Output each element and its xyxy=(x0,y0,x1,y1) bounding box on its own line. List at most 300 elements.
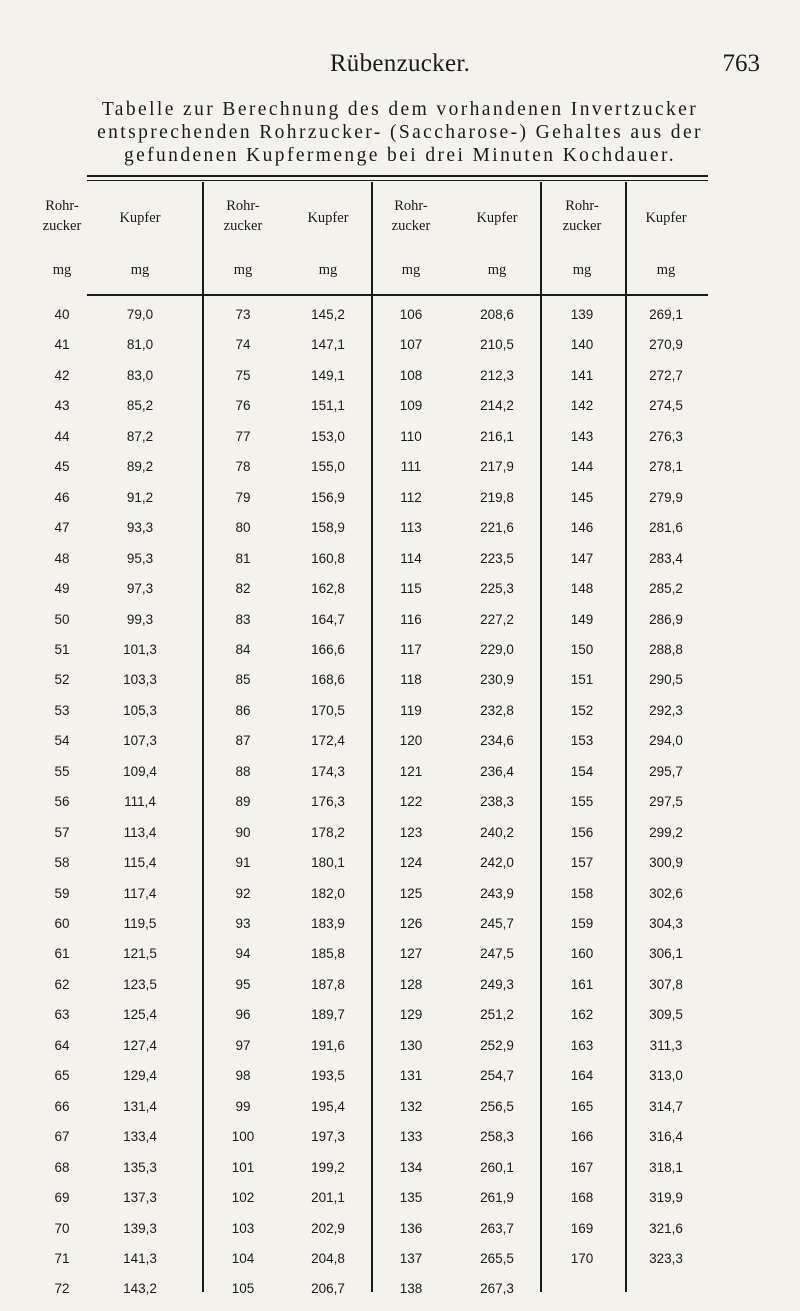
cell-rohrzucker: 87 xyxy=(235,733,251,749)
cell-rohrzucker: 106 xyxy=(399,307,423,322)
cell-kupfer: 202,9 xyxy=(311,1220,345,1236)
cell-kupfer: 236,4 xyxy=(480,763,514,779)
cell-rohrzucker: 61 xyxy=(54,946,70,962)
cell-rohrzucker: 57 xyxy=(54,824,70,840)
table-top-rule-thin xyxy=(87,180,708,181)
cell-rohrzucker: 122 xyxy=(399,794,423,810)
cell-rohrzucker: 102 xyxy=(231,1190,255,1206)
cell-kupfer: 306,1 xyxy=(649,946,683,962)
cell-kupfer: 101,3 xyxy=(123,641,157,657)
header-unit: mg xyxy=(572,262,592,278)
cell-kupfer: 123,5 xyxy=(123,976,157,992)
cell-rohrzucker: 133 xyxy=(399,1129,423,1145)
cell-rohrzucker: 119 xyxy=(400,702,422,718)
header-label: Kupfer xyxy=(645,210,687,226)
cell-rohrzucker: 146 xyxy=(570,520,594,536)
cell-rohrzucker: 82 xyxy=(235,581,251,597)
cell-kupfer: 125,4 xyxy=(123,1007,157,1023)
cell-kupfer: 297,5 xyxy=(649,794,683,810)
cell-rohrzucker: 170 xyxy=(570,1250,594,1266)
cell-rohrzucker: 154 xyxy=(570,763,594,779)
cell-kupfer: 178,2 xyxy=(311,824,345,840)
cell-rohrzucker: 103 xyxy=(231,1220,255,1236)
cell-kupfer: 229,0 xyxy=(480,641,514,657)
cell-rohrzucker: 94 xyxy=(235,946,251,962)
cell-rohrzucker: 165 xyxy=(570,1098,594,1114)
cell-rohrzucker: 49 xyxy=(54,581,70,597)
cell-rohrzucker: 71 xyxy=(54,1250,70,1266)
cell-rohrzucker: 89 xyxy=(235,794,251,810)
cell-kupfer: 111,4 xyxy=(124,794,156,810)
cell-kupfer: 95,3 xyxy=(126,550,154,566)
cell-rohrzucker: 158 xyxy=(570,885,594,901)
cell-rohrzucker: 169 xyxy=(570,1220,594,1236)
cell-rohrzucker: 162 xyxy=(570,1007,594,1023)
cell-rohrzucker: 84 xyxy=(235,641,251,657)
caption-line: Tabelle zur Berechnung des dem vorhandenen Invertzucker xyxy=(101,99,699,120)
cell-rohrzucker: 168 xyxy=(570,1190,594,1206)
header-label: Rohr- xyxy=(394,198,428,214)
cell-kupfer: 321,6 xyxy=(649,1220,683,1236)
cell-kupfer: 131,4 xyxy=(123,1098,157,1114)
cell-kupfer: 265,5 xyxy=(480,1250,514,1266)
cell-kupfer: 141,3 xyxy=(123,1250,157,1266)
cell-kupfer: 286,9 xyxy=(649,611,683,627)
cell-kupfer: 168,6 xyxy=(311,672,345,688)
cell-rohrzucker: 109 xyxy=(399,398,423,414)
cell-kupfer: 164,7 xyxy=(311,611,345,627)
page-header xyxy=(40,50,760,84)
cell-rohrzucker: 105 xyxy=(231,1281,255,1297)
cell-kupfer: 91,2 xyxy=(126,489,154,505)
cell-kupfer: 283,4 xyxy=(649,550,683,566)
cell-rohrzucker: 85 xyxy=(235,672,251,688)
cell-rohrzucker: 145 xyxy=(570,489,594,505)
cell-rohrzucker: 137 xyxy=(399,1250,423,1266)
cell-rohrzucker: 53 xyxy=(54,702,70,718)
cell-rohrzucker: 101 xyxy=(231,1159,255,1175)
header-unit: mg xyxy=(52,262,72,278)
header-unit: mg xyxy=(318,262,338,278)
cell-kupfer: 316,4 xyxy=(649,1129,683,1145)
cell-kupfer: 135,3 xyxy=(123,1159,157,1175)
cell-rohrzucker: 163 xyxy=(570,1037,594,1053)
header-unit: mg xyxy=(487,262,507,278)
cell-rohrzucker: 114 xyxy=(400,550,422,566)
cell-rohrzucker: 116 xyxy=(400,611,422,627)
cell-rohrzucker: 128 xyxy=(399,976,423,992)
cell-rohrzucker: 95 xyxy=(235,976,251,992)
cell-rohrzucker: 77 xyxy=(235,428,251,444)
cell-rohrzucker: 107 xyxy=(399,337,423,353)
cell-kupfer: 109,4 xyxy=(123,763,157,779)
cell-kupfer: 256,5 xyxy=(480,1098,514,1114)
cell-rohrzucker: 140 xyxy=(570,337,594,353)
cell-rohrzucker: 51 xyxy=(54,641,70,657)
cell-rohrzucker: 64 xyxy=(54,1037,70,1053)
cell-kupfer: 247,5 xyxy=(480,946,514,962)
cell-kupfer: 223,5 xyxy=(480,550,514,566)
header-label: Kupfer xyxy=(476,210,518,226)
cell-rohrzucker: 65 xyxy=(54,1068,70,1084)
cell-rohrzucker: 50 xyxy=(54,611,70,627)
cell-rohrzucker: 115 xyxy=(400,581,422,597)
cell-kupfer: 323,3 xyxy=(649,1250,683,1266)
cell-kupfer: 279,9 xyxy=(649,489,683,505)
cell-rohrzucker: 112 xyxy=(400,489,422,505)
cell-rohrzucker: 68 xyxy=(54,1159,70,1175)
cell-kupfer: 204,8 xyxy=(311,1250,345,1266)
cell-rohrzucker: 86 xyxy=(235,702,251,718)
cell-kupfer: 311,3 xyxy=(649,1037,683,1053)
cell-rohrzucker: 59 xyxy=(54,885,70,901)
cell-kupfer: 107,3 xyxy=(123,733,157,749)
cell-kupfer: 304,3 xyxy=(649,916,683,931)
cell-rohrzucker: 161 xyxy=(570,976,594,992)
header-label: Kupfer xyxy=(307,210,349,226)
cell-rohrzucker: 78 xyxy=(235,459,251,475)
cell-kupfer: 313,0 xyxy=(649,1068,683,1084)
cell-rohrzucker: 70 xyxy=(54,1220,70,1236)
header-unit: mg xyxy=(130,262,150,278)
cell-rohrzucker: 62 xyxy=(54,976,70,992)
cell-rohrzucker: 134 xyxy=(399,1159,423,1175)
cell-kupfer: 219,8 xyxy=(480,489,514,505)
cell-kupfer: 302,6 xyxy=(649,885,683,901)
header-unit: mg xyxy=(656,262,676,278)
cell-kupfer: 119,5 xyxy=(123,916,157,931)
header-kupfer xyxy=(452,196,542,286)
cell-kupfer: 79,0 xyxy=(126,307,154,322)
table-header-rule xyxy=(87,294,708,296)
cell-kupfer: 160,8 xyxy=(311,550,345,566)
cell-kupfer: 97,3 xyxy=(126,581,154,597)
cell-kupfer: 174,3 xyxy=(311,763,345,779)
cell-kupfer: 274,5 xyxy=(649,398,683,414)
header-label: Rohr- xyxy=(565,198,599,214)
header-rohrzucker xyxy=(198,196,288,286)
cell-kupfer: 285,2 xyxy=(649,581,683,597)
cell-kupfer: 318,1 xyxy=(649,1159,683,1175)
cell-kupfer: 232,8 xyxy=(480,702,514,718)
cell-kupfer: 105,3 xyxy=(123,702,157,718)
header-unit: mg xyxy=(233,262,253,278)
cell-kupfer: 182,0 xyxy=(311,885,345,901)
cell-rohrzucker: 47 xyxy=(54,520,70,536)
cell-kupfer: 180,1 xyxy=(311,855,345,871)
cell-rohrzucker: 96 xyxy=(235,1007,251,1023)
header-kupfer xyxy=(95,196,185,286)
table-top-rule xyxy=(87,175,708,177)
cell-kupfer: 249,3 xyxy=(480,976,514,992)
cell-rohrzucker: 166 xyxy=(570,1129,594,1145)
cell-kupfer: 151,1 xyxy=(311,398,345,414)
cell-kupfer: 99,3 xyxy=(126,611,154,627)
header-label: Rohr- xyxy=(226,198,260,214)
cell-kupfer: 172,4 xyxy=(311,733,345,749)
cell-kupfer: 242,0 xyxy=(480,855,514,871)
cell-kupfer: 217,9 xyxy=(480,459,514,475)
cell-rohrzucker: 41 xyxy=(54,337,70,353)
cell-kupfer: 281,6 xyxy=(649,520,683,536)
cell-kupfer: 240,2 xyxy=(480,824,514,840)
cell-rohrzucker: 126 xyxy=(399,916,423,931)
cell-rohrzucker: 110 xyxy=(400,428,422,444)
header-label: zucker xyxy=(562,218,602,234)
cell-rohrzucker: 45 xyxy=(54,459,70,475)
cell-kupfer: 147,1 xyxy=(311,337,345,353)
table-caption xyxy=(30,98,770,167)
cell-kupfer: 294,0 xyxy=(649,733,683,749)
cell-rohrzucker: 74 xyxy=(235,337,251,353)
cell-kupfer: 260,1 xyxy=(480,1159,514,1175)
cell-kupfer: 155,0 xyxy=(311,459,345,475)
cell-rohrzucker: 123 xyxy=(399,824,423,840)
cell-rohrzucker: 151 xyxy=(570,672,594,688)
cell-kupfer: 225,3 xyxy=(480,581,514,597)
cell-rohrzucker: 55 xyxy=(54,763,70,779)
cell-rohrzucker: 142 xyxy=(570,398,594,414)
cell-kupfer: 156,9 xyxy=(311,489,345,505)
running-title: Rübenzucker. xyxy=(329,50,471,77)
cell-kupfer: 129,4 xyxy=(123,1068,157,1084)
cell-rohrzucker: 164 xyxy=(570,1068,594,1084)
cell-rohrzucker: 130 xyxy=(399,1037,423,1053)
cell-rohrzucker: 60 xyxy=(54,916,70,931)
cell-kupfer: 93,3 xyxy=(126,520,154,536)
cell-kupfer: 254,7 xyxy=(480,1068,514,1084)
header-label: zucker xyxy=(223,218,263,234)
cell-kupfer: 288,8 xyxy=(649,641,683,657)
cell-rohrzucker: 132 xyxy=(399,1098,423,1114)
header-label: Kupfer xyxy=(119,210,161,226)
cell-kupfer: 201,1 xyxy=(311,1190,345,1206)
cell-rohrzucker: 153 xyxy=(570,733,594,749)
cell-kupfer: 270,9 xyxy=(649,337,683,353)
cell-rohrzucker: 143 xyxy=(570,428,594,444)
page-number: 763 xyxy=(722,50,760,77)
cell-rohrzucker: 104 xyxy=(231,1250,255,1266)
cell-rohrzucker: 147 xyxy=(570,550,594,566)
cell-rohrzucker: 144 xyxy=(570,459,594,475)
cell-rohrzucker: 152 xyxy=(570,702,594,718)
cell-rohrzucker: 135 xyxy=(399,1190,423,1206)
cell-kupfer: 193,5 xyxy=(311,1068,345,1084)
cell-rohrzucker: 156 xyxy=(570,824,594,840)
cell-kupfer: 307,8 xyxy=(649,976,683,992)
cell-rohrzucker: 90 xyxy=(235,824,251,840)
cell-kupfer: 230,9 xyxy=(480,672,514,688)
cell-kupfer: 314,7 xyxy=(649,1098,683,1114)
cell-rohrzucker: 127 xyxy=(399,946,423,962)
caption-line: entsprechenden Rohrzucker- (Saccharose-) Gehaltes aus der xyxy=(97,122,703,143)
cell-rohrzucker: 100 xyxy=(231,1129,255,1145)
cell-rohrzucker: 79 xyxy=(235,489,251,505)
cell-kupfer: 83,0 xyxy=(126,367,154,383)
cell-kupfer: 261,9 xyxy=(480,1190,514,1206)
cell-kupfer: 191,6 xyxy=(311,1037,345,1053)
cell-rohrzucker: 88 xyxy=(235,763,251,779)
cell-kupfer: 263,7 xyxy=(480,1220,514,1236)
cell-rohrzucker: 81 xyxy=(235,550,251,566)
cell-rohrzucker: 138 xyxy=(399,1281,423,1297)
cell-kupfer: 212,3 xyxy=(480,367,514,383)
cell-rohrzucker: 91 xyxy=(235,855,251,871)
cell-rohrzucker: 83 xyxy=(235,611,251,627)
cell-kupfer: 227,2 xyxy=(480,611,514,627)
cell-kupfer: 278,1 xyxy=(649,459,683,475)
cell-kupfer: 187,8 xyxy=(311,976,345,992)
cell-kupfer: 117,4 xyxy=(123,885,157,901)
cell-rohrzucker: 155 xyxy=(570,794,594,810)
cell-kupfer: 269,1 xyxy=(649,307,683,322)
cell-kupfer: 206,7 xyxy=(311,1281,345,1297)
cell-rohrzucker: 97 xyxy=(235,1037,251,1053)
cell-kupfer: 276,3 xyxy=(649,428,683,444)
cell-rohrzucker: 92 xyxy=(235,885,251,901)
cell-kupfer: 258,3 xyxy=(480,1129,514,1145)
cell-kupfer: 127,4 xyxy=(123,1037,157,1053)
cell-rohrzucker: 108 xyxy=(399,367,423,383)
cell-rohrzucker: 56 xyxy=(54,794,70,810)
cell-rohrzucker: 76 xyxy=(235,398,251,414)
cell-kupfer: 81,0 xyxy=(126,337,154,353)
cell-rohrzucker: 111 xyxy=(400,459,422,475)
cell-kupfer: 115,4 xyxy=(123,855,157,871)
cell-rohrzucker: 43 xyxy=(54,398,70,414)
cell-kupfer: 319,9 xyxy=(649,1190,683,1206)
cell-kupfer: 238,3 xyxy=(480,794,514,810)
cell-kupfer: 210,5 xyxy=(480,337,514,353)
cell-kupfer: 145,2 xyxy=(311,307,345,322)
caption-line: gefundenen Kupfermenge bei drei Minuten Kochdauer. xyxy=(123,145,677,166)
header-kupfer xyxy=(621,196,711,286)
cell-kupfer: 234,6 xyxy=(480,733,514,749)
header-rohrzucker xyxy=(537,196,627,286)
cell-kupfer: 290,5 xyxy=(649,672,683,688)
cell-rohrzucker: 149 xyxy=(570,611,594,627)
cell-kupfer: 199,2 xyxy=(311,1159,345,1175)
header-rohrzucker xyxy=(17,196,107,286)
cell-kupfer: 87,2 xyxy=(126,428,154,444)
cell-kupfer: 113,4 xyxy=(123,824,157,840)
cell-kupfer: 197,3 xyxy=(311,1129,345,1145)
cell-rohrzucker: 99 xyxy=(235,1098,251,1114)
cell-kupfer: 189,7 xyxy=(311,1007,345,1023)
cell-rohrzucker: 80 xyxy=(235,520,251,536)
cell-rohrzucker: 73 xyxy=(235,307,251,322)
header-label: Rohr- xyxy=(45,198,79,214)
cell-rohrzucker: 131 xyxy=(399,1068,423,1084)
cell-rohrzucker: 75 xyxy=(235,367,251,383)
cell-rohrzucker: 157 xyxy=(570,855,594,871)
cell-rohrzucker: 150 xyxy=(570,641,594,657)
cell-kupfer: 214,2 xyxy=(480,398,514,414)
cell-kupfer: 170,5 xyxy=(311,702,345,718)
cell-kupfer: 299,2 xyxy=(649,824,683,840)
cell-kupfer: 89,2 xyxy=(126,459,154,475)
header-label: zucker xyxy=(42,218,82,234)
cell-rohrzucker: 69 xyxy=(54,1190,70,1206)
cell-rohrzucker: 159 xyxy=(570,916,594,931)
cell-rohrzucker: 120 xyxy=(399,733,423,749)
cell-rohrzucker: 54 xyxy=(54,733,70,749)
cell-kupfer: 292,3 xyxy=(649,702,683,718)
cell-kupfer: 143,2 xyxy=(123,1281,157,1297)
cell-rohrzucker: 136 xyxy=(399,1220,423,1236)
header-kupfer xyxy=(283,196,373,286)
cell-kupfer: 133,4 xyxy=(123,1129,157,1145)
cell-rohrzucker: 148 xyxy=(570,581,594,597)
cell-kupfer: 185,8 xyxy=(311,946,345,962)
cell-rohrzucker: 63 xyxy=(54,1007,70,1023)
cell-rohrzucker: 48 xyxy=(54,550,70,566)
cell-kupfer: 195,4 xyxy=(311,1098,345,1114)
cell-rohrzucker: 167 xyxy=(570,1159,594,1175)
cell-kupfer: 85,2 xyxy=(126,398,154,414)
cell-kupfer: 309,5 xyxy=(649,1007,683,1023)
cell-rohrzucker: 124 xyxy=(399,855,423,871)
header-label: zucker xyxy=(391,218,431,234)
cell-kupfer: 176,3 xyxy=(311,794,345,810)
cell-kupfer: 121,5 xyxy=(123,946,157,962)
cell-rohrzucker: 125 xyxy=(399,885,423,901)
cell-rohrzucker: 44 xyxy=(54,428,70,444)
cell-kupfer: 252,9 xyxy=(480,1037,514,1053)
cell-kupfer: 272,7 xyxy=(649,367,683,383)
cell-kupfer: 103,3 xyxy=(123,672,157,688)
cell-rohrzucker: 46 xyxy=(54,489,70,505)
cell-rohrzucker: 40 xyxy=(54,307,70,322)
cell-rohrzucker: 129 xyxy=(399,1007,423,1023)
cell-rohrzucker: 160 xyxy=(570,946,594,962)
cell-kupfer: 251,2 xyxy=(480,1007,514,1023)
cell-kupfer: 183,9 xyxy=(311,916,345,931)
header-unit: mg xyxy=(401,262,421,278)
cell-rohrzucker: 118 xyxy=(400,672,422,688)
cell-kupfer: 216,1 xyxy=(480,428,514,444)
cell-kupfer: 149,1 xyxy=(311,367,345,383)
cell-rohrzucker: 121 xyxy=(399,763,423,779)
cell-kupfer: 208,6 xyxy=(480,307,514,322)
cell-kupfer: 267,3 xyxy=(480,1281,514,1297)
cell-rohrzucker: 52 xyxy=(54,672,70,688)
cell-rohrzucker: 66 xyxy=(54,1098,70,1114)
cell-kupfer: 243,9 xyxy=(480,885,514,901)
cell-kupfer: 153,0 xyxy=(311,428,345,444)
cell-kupfer: 221,6 xyxy=(480,520,514,536)
cell-rohrzucker: 93 xyxy=(235,916,251,931)
cell-rohrzucker: 98 xyxy=(235,1068,251,1084)
cell-kupfer: 162,8 xyxy=(311,581,345,597)
cell-kupfer: 245,7 xyxy=(480,916,514,931)
cell-kupfer: 139,3 xyxy=(123,1220,157,1236)
cell-rohrzucker: 139 xyxy=(570,307,594,322)
cell-kupfer: 158,9 xyxy=(311,520,345,536)
cell-rohrzucker: 58 xyxy=(54,855,70,871)
cell-kupfer: 137,3 xyxy=(123,1190,157,1206)
header-rohrzucker xyxy=(366,196,456,286)
cell-kupfer: 295,7 xyxy=(649,763,683,779)
cell-rohrzucker: 117 xyxy=(400,641,422,657)
cell-rohrzucker: 113 xyxy=(400,520,422,536)
cell-rohrzucker: 42 xyxy=(54,367,70,383)
cell-rohrzucker: 72 xyxy=(54,1281,70,1297)
cell-rohrzucker: 141 xyxy=(570,367,594,383)
cell-kupfer: 166,6 xyxy=(311,641,345,657)
cell-rohrzucker: 67 xyxy=(54,1129,70,1145)
cell-kupfer: 300,9 xyxy=(649,855,683,871)
